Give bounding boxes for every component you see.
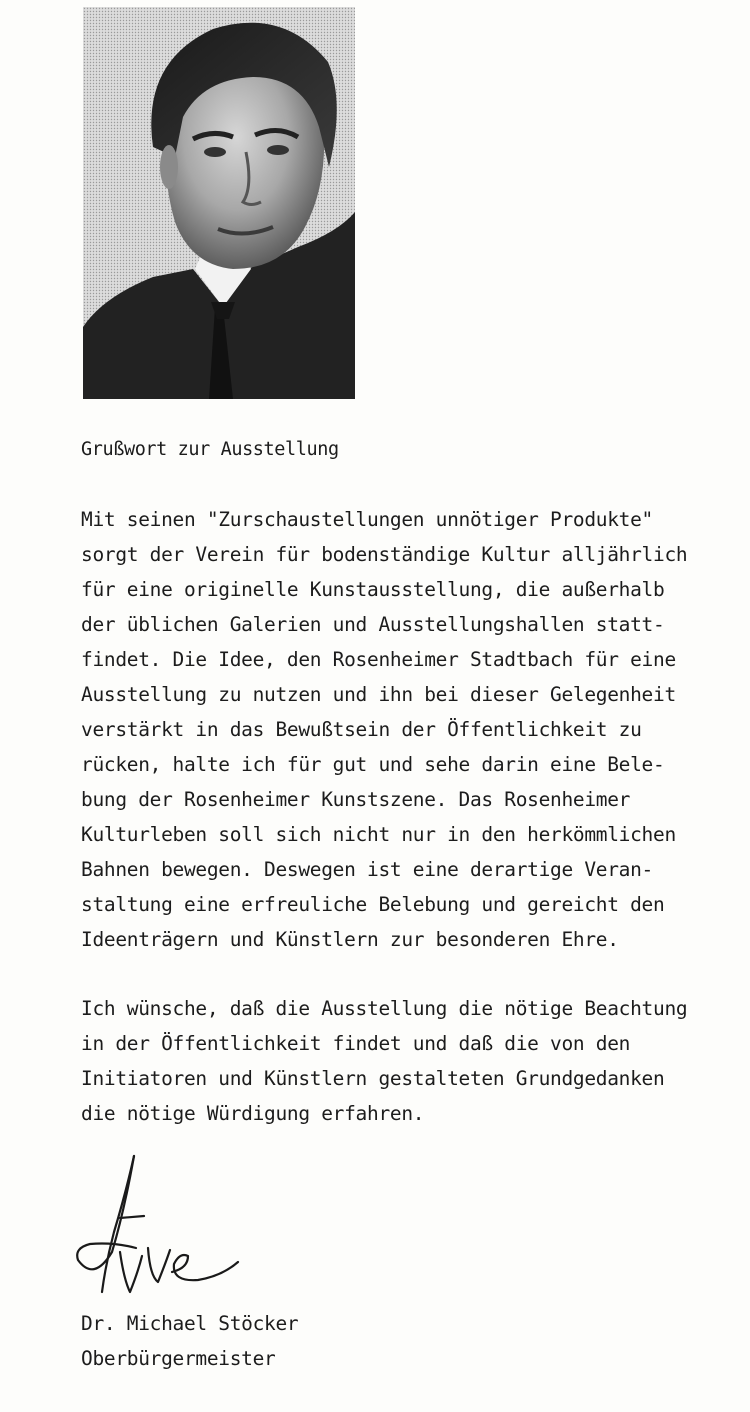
handwritten-signature: [66, 1152, 246, 1302]
text-line: die nötige Würdigung erfahren.: [81, 1102, 425, 1125]
text-line: staltung eine erfreuliche Belebung und gereicht den: [81, 893, 665, 916]
text-line: verstärkt in das Bewußtsein der Öffentlichkeit zu: [81, 718, 642, 741]
text-line: Ideenträgern und Künstlern zur besonderen Ehre.: [81, 928, 619, 951]
text-line: Mit seinen "Zurschaustellungen unnötiger Produkte": [81, 508, 654, 531]
greeting-heading: Grußwort zur Ausstellung: [81, 439, 339, 460]
text-line: der üblichen Galerien und Ausstellungshallen statt-: [81, 613, 665, 636]
paragraph-1: [81, 502, 687, 957]
portrait-photo: [83, 7, 355, 399]
signer-name: Dr. Michael Stöcker: [81, 1312, 299, 1335]
text-line: Ich wünsche, daß die Ausstellung die nötige Beachtung: [81, 997, 688, 1020]
text-line: Kulturleben soll sich nicht nur in den herkömmlichen: [81, 823, 676, 846]
text-line: für eine originelle Kunstausstellung, die außerhalb: [81, 578, 665, 601]
text-line: Initiatoren und Künstlern gestalteten Grundgedanken: [81, 1067, 665, 1090]
text-line: in der Öffentlichkeit findet und daß die von den: [81, 1032, 631, 1055]
text-line: rücken, halte ich für gut und sehe darin eine Bele-: [81, 753, 665, 776]
signer-title: Oberbürgermeister: [81, 1347, 276, 1370]
text-line: Bahnen bewegen. Deswegen ist eine derartige Veran-: [81, 858, 654, 881]
text-line: findet. Die Idee, den Rosenheimer Stadtbach für eine: [81, 648, 676, 671]
text-line: bung der Rosenheimer Kunstszene. Das Rosenheimer: [81, 788, 631, 811]
text-line: Ausstellung zu nutzen und ihn bei dieser Gelegenheit: [81, 683, 676, 706]
paragraph-2: [81, 991, 687, 1131]
text-line: sorgt der Verein für bodenständige Kultur alljährlich: [81, 543, 688, 566]
